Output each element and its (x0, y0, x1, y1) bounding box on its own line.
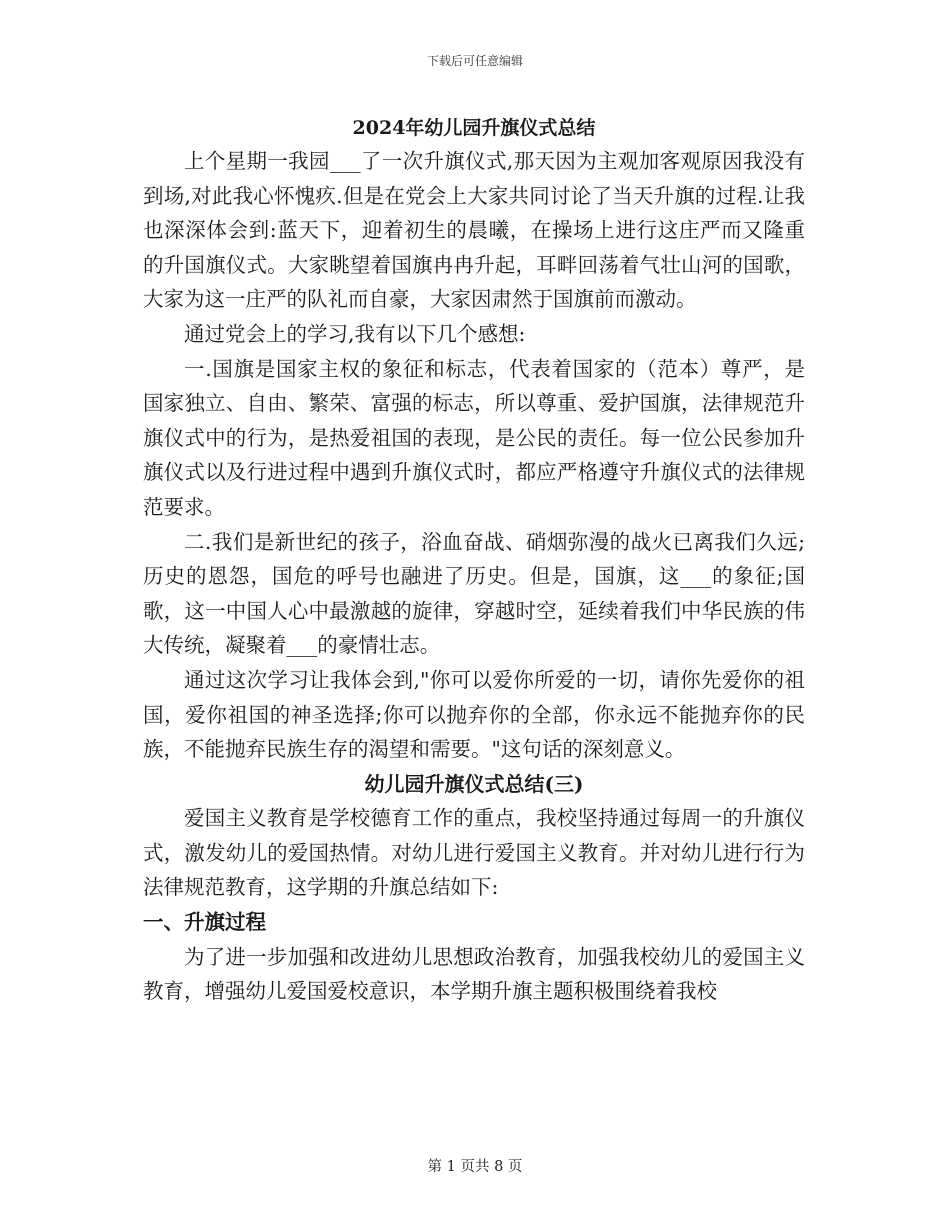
paragraph: 通过党会上的学习,我有以下几个感想: (184, 321, 526, 346)
paragraph: 一.国旗是国家主权的象征和标志，代表着国家的（范本）尊严，是国家独立、自由、繁荣、富强的标志，所以尊重、爱护国旗，法律规范升旗仪式中的行为，是热爱祖国的表现，是公民的责任。每一位公民参加升旗仪式以及行进过程中遇到升旗仪式时，都应严格遵守升旗仪式的法律规范要求。 (143, 356, 805, 519)
paragraph: 二.我们是新世纪的孩子，浴血奋战、硝烟弥漫的战火已离我们久远;历史的恩怨，国危的呼号也融进了历史。但是，国旗，这___的象征;国歌，这一中国人心中最激越的旋律，穿越时空，延续着我们中华民族的伟大传统，凝聚着___的豪情壮志。 (143, 529, 805, 658)
paragraph: 上个星期一我园___了一次升旗仪式,那天因为主观加客观原因我没有到场,对此我心怀愧疚.但是在党会上大家共同讨论了当天升旗的过程.让我也深深体会到:蓝天下，迎着初生的晨曦，在操场上进行这庄严而又隆重的升国旗仪式。大家眺望着国旗冉冉升起，耳畔回荡着气壮山河的国歌，大家为这一庄严的队礼而自豪，大家因肃然于国旗前而激动。 (143, 149, 805, 312)
page-indicator: 第 1 页共 8 页 (427, 1159, 523, 1175)
paragraph: 为了进一步加强和改进幼儿思想政治教育，加强我校幼儿的爱国主义教育，增强幼儿爱国爱校意识，本学期升旗主题积极围绕着我校 (143, 944, 805, 1004)
document-title: 2024年幼儿园升旗仪式总结 (352, 117, 596, 139)
section-title: 幼儿园升旗仪式总结(三) (364, 771, 584, 796)
header-note: 下载后可任意编辑 (426, 54, 523, 68)
paragraph: 通过这次学习让我体会到,"你可以爱你所爱的一切，请你先爱你的祖国，爱你祖国的神圣选择;你可以抛弃你的全部，你永远不能抛弃你的民族，不能抛弃民族生存的渴望和需要。"这句话的深刻意义。 (143, 667, 805, 762)
document-body (143, 112, 805, 1009)
paragraph: 爱国主义教育是学校德育工作的重点，我校坚持通过每周一的升旗仪式，激发幼儿的爱国热情。对幼儿进行爱国主义教育。并对幼儿进行行为法律规范教育，这学期的升旗总结如下: (143, 806, 805, 900)
sub-heading: 一、升旗过程 (143, 910, 266, 935)
